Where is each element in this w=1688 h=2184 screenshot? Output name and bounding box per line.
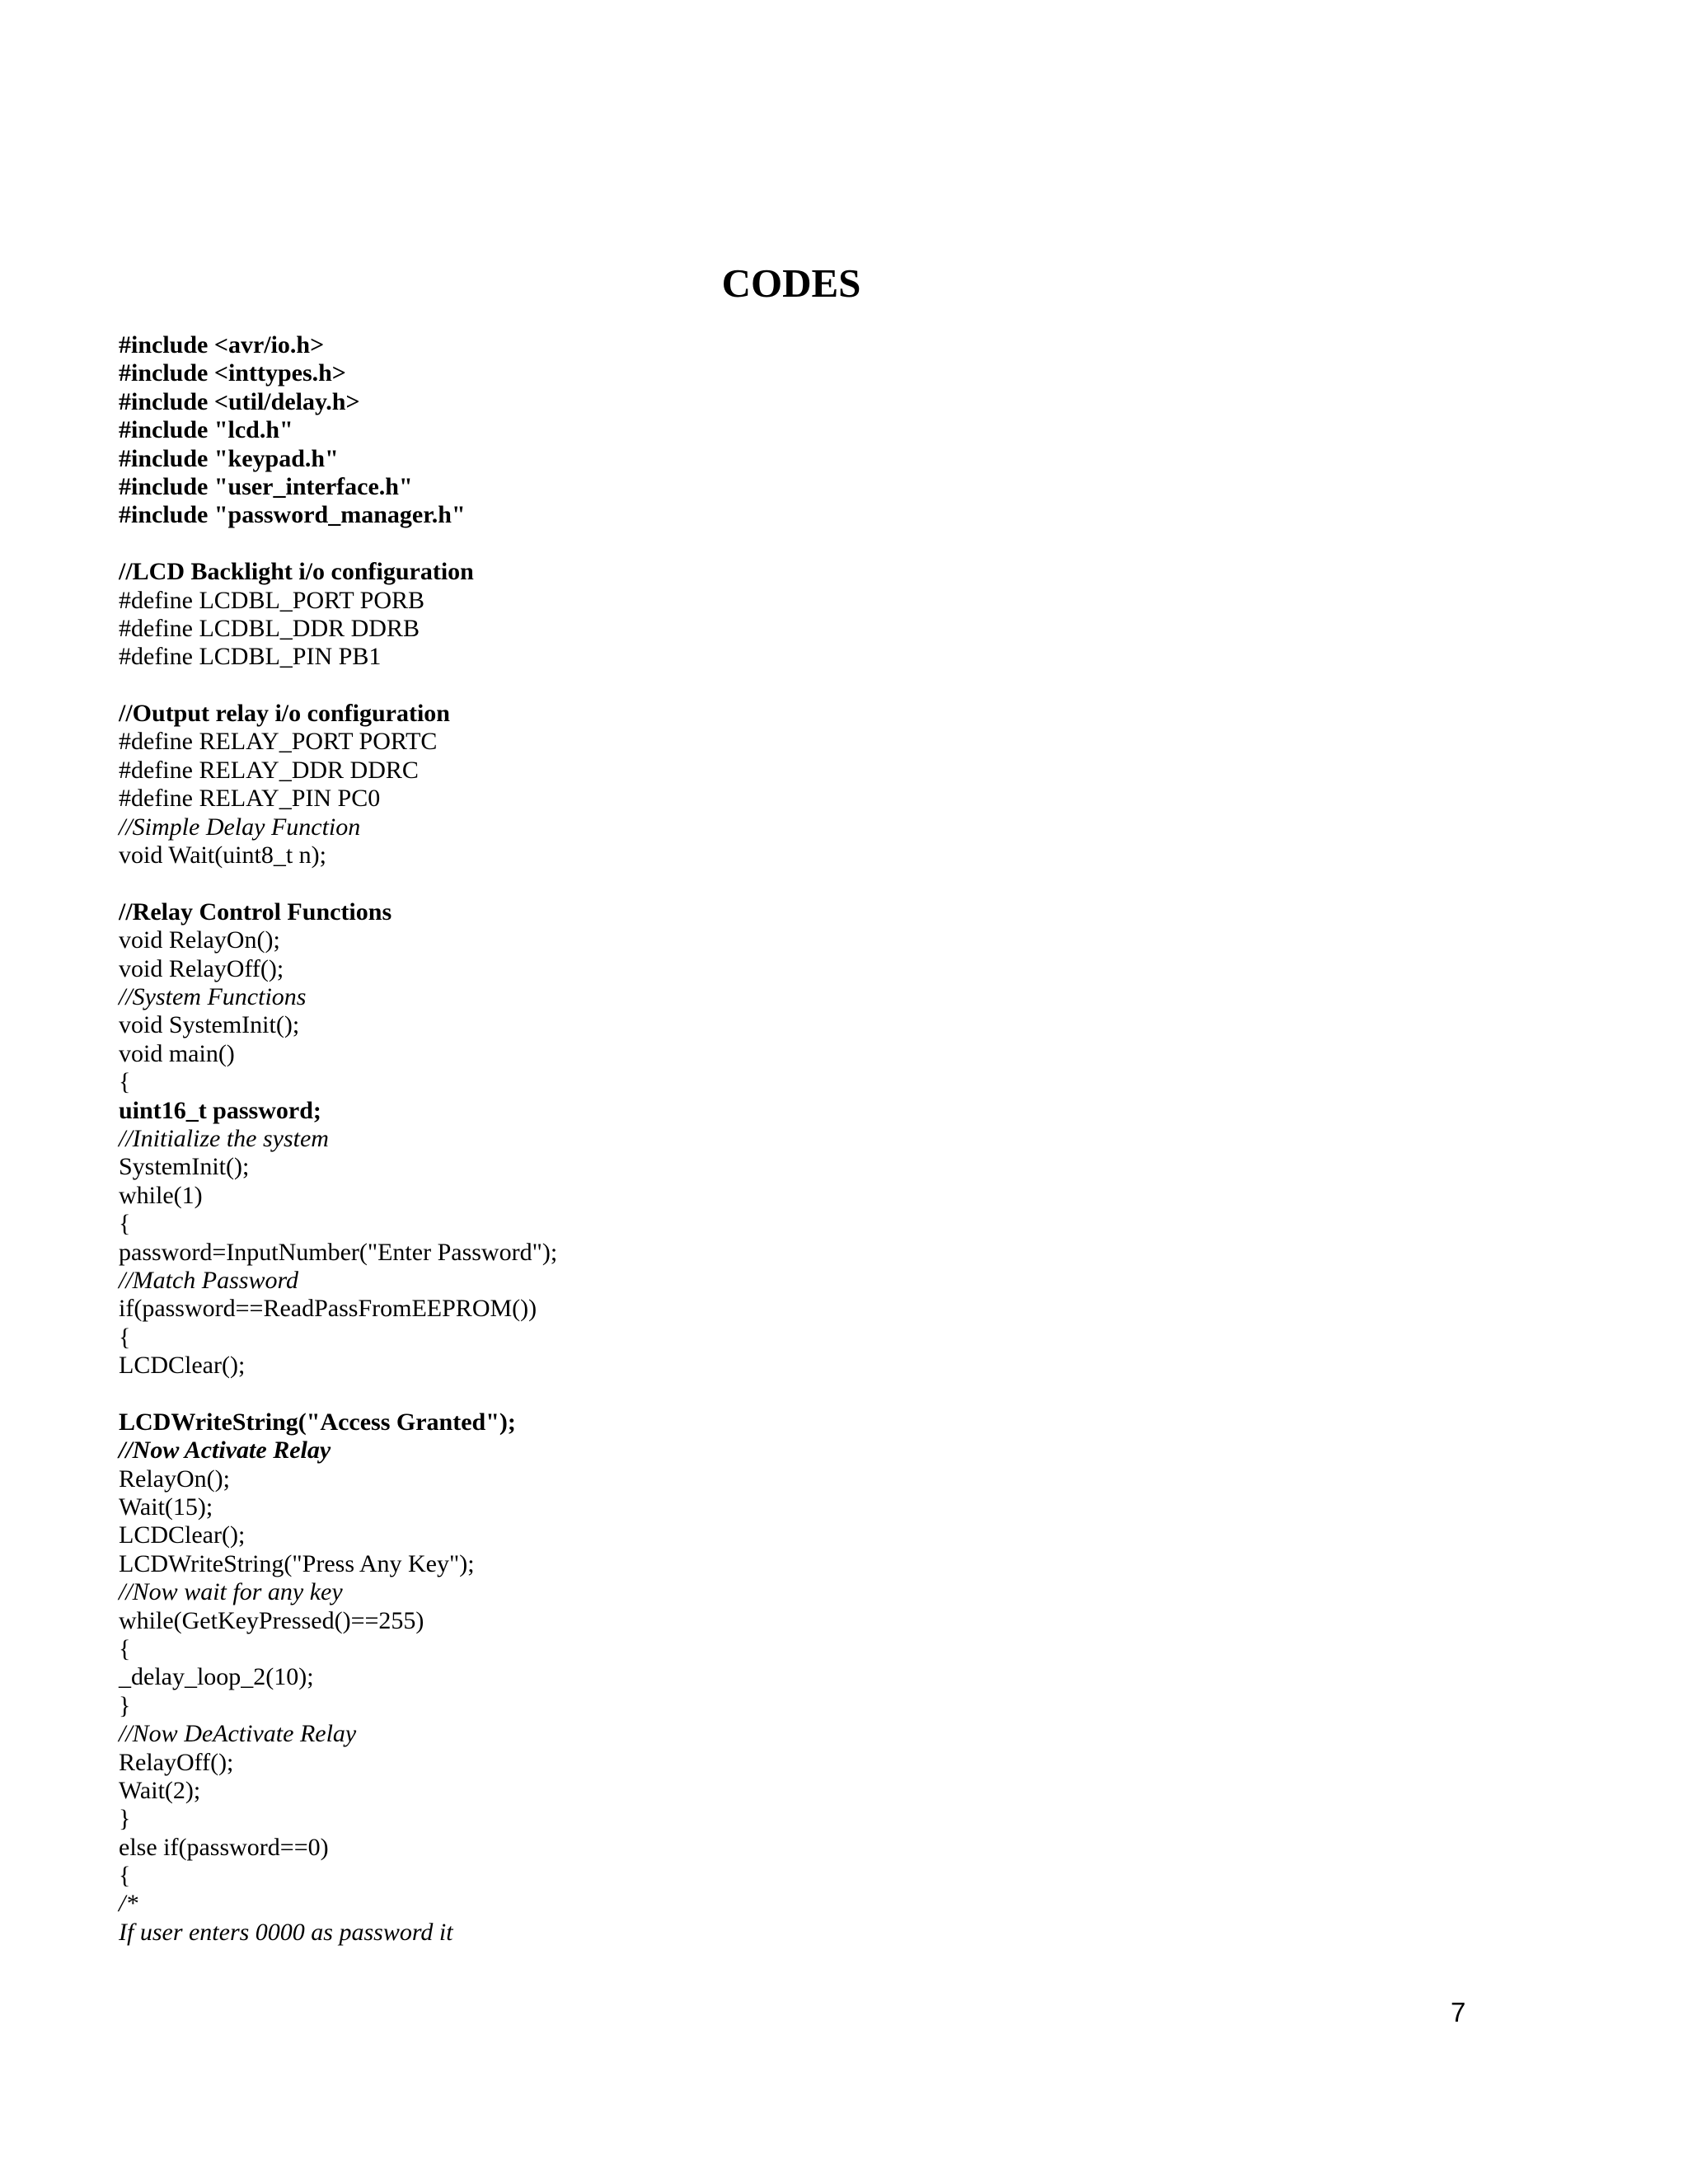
code-line: #define RELAY_PIN PC0 (119, 785, 381, 813)
code-line: void Wait(uint8_t n); (119, 841, 327, 869)
code-line: void SystemInit(); (119, 1011, 300, 1039)
page-number: 7 (1451, 1997, 1466, 2027)
code-line: #include <inttypes.h> (119, 359, 346, 387)
code-line: _delay_loop_2(10); (119, 1663, 314, 1691)
blank-line (119, 1380, 1520, 1408)
code-line: { (119, 1862, 131, 1890)
code-line: //Now DeActivate Relay (119, 1720, 357, 1748)
code-line: #define LCDBL_PORT PORB (119, 586, 425, 614)
code-line: If user enters 0000 as password it (119, 1918, 453, 1946)
code-line: //Initialize the system (119, 1124, 329, 1152)
code-line: //System Functions (119, 982, 307, 1010)
code-line: { (119, 1323, 131, 1351)
code-line: password=InputNumber("Enter Password"); (119, 1238, 558, 1266)
code-line: { (119, 1210, 131, 1238)
code-line: #define LCDBL_DDR DDRB (119, 614, 420, 642)
code-line: { (119, 1068, 131, 1096)
blank-line (119, 869, 1520, 898)
code-line: while(GetKeyPressed()==255) (119, 1606, 424, 1634)
code-line: RelayOn(); (119, 1465, 230, 1493)
code-line: void main() (119, 1039, 235, 1067)
code-line: LCDWriteString("Press Any Key"); (119, 1549, 475, 1577)
code-line: #include "user_interface.h" (119, 472, 413, 500)
code-listing (119, 331, 1520, 1947)
code-line: LCDClear(); (119, 1352, 246, 1380)
code-line: { (119, 1634, 131, 1662)
code-line: #define RELAY_DDR DDRC (119, 756, 419, 784)
code-line: RelayOff(); (119, 1748, 234, 1776)
code-line: else if(password==0) (119, 1833, 329, 1861)
blank-line (119, 672, 1520, 700)
code-line: while(1) (119, 1181, 203, 1209)
code-line: /* (119, 1890, 138, 1918)
code-line: LCDClear(); (119, 1521, 246, 1549)
code-line: LCDWriteString("Access Granted"); (119, 1408, 516, 1436)
code-line: //Match Password (119, 1266, 299, 1294)
code-line: #include "lcd.h" (119, 416, 293, 444)
code-line: #include <avr/io.h> (119, 331, 325, 359)
code-line: #include "password_manager.h" (119, 501, 466, 529)
code-line: } (119, 1691, 131, 1719)
code-line: void RelayOff(); (119, 954, 284, 982)
code-line: Wait(2); (119, 1776, 201, 1804)
code-line: #define LCDBL_PIN PB1 (119, 643, 382, 671)
code-line: //Now wait for any key (119, 1578, 343, 1606)
code-line: #include <util/delay.h> (119, 387, 360, 415)
code-line: //Relay Control Functions (119, 898, 392, 926)
code-line: Wait(15); (119, 1493, 213, 1521)
page-title: CODES (721, 260, 861, 306)
code-line: uint16_t password; (119, 1096, 321, 1124)
code-line: //Output relay i/o configuration (119, 700, 450, 728)
blank-line (119, 530, 1520, 558)
code-line: if(password==ReadPassFromEEPROM()) (119, 1295, 537, 1323)
code-line: #include "keypad.h" (119, 444, 339, 472)
code-line: void RelayOn(); (119, 926, 280, 954)
code-line: SystemInit(); (119, 1153, 250, 1181)
code-line: //Now Activate Relay (119, 1436, 331, 1465)
code-line: #define RELAY_PORT PORTC (119, 728, 438, 756)
code-line: //Simple Delay Function (119, 813, 361, 841)
code-line: } (119, 1805, 131, 1833)
code-line: //LCD Backlight i/o configuration (119, 558, 474, 586)
